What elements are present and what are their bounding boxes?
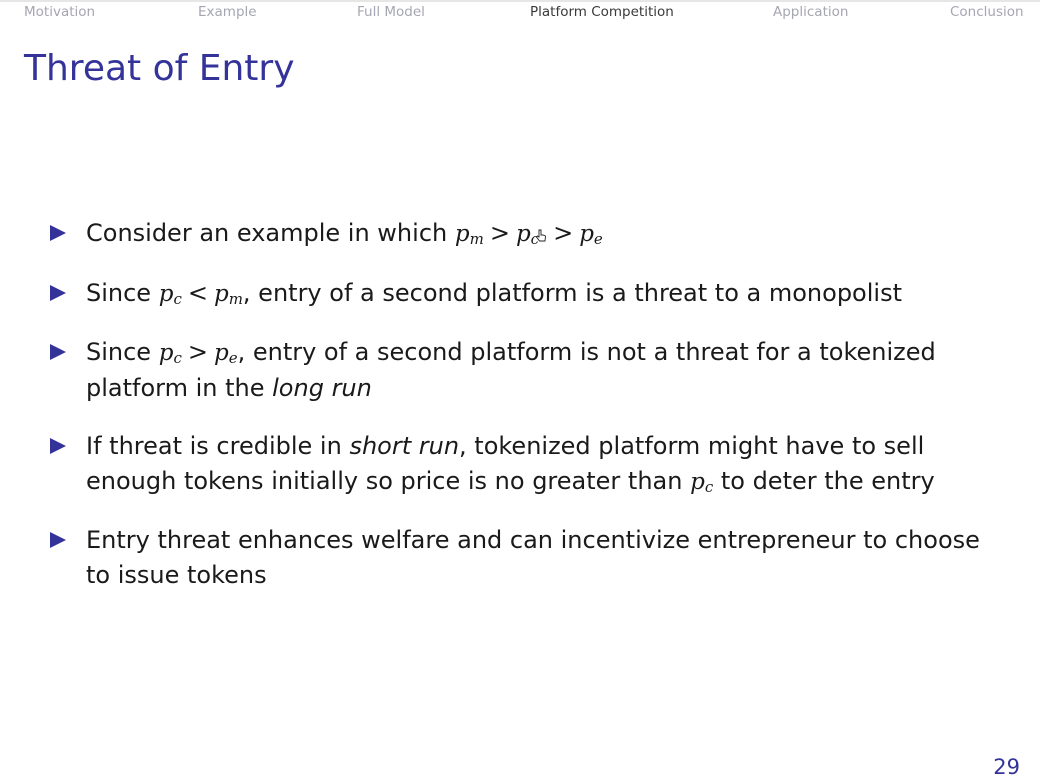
bullet-text: Since $p_c > p_e$, entry of a second platform is not a threat for a tokenized — [86, 338, 936, 367]
top-divider — [0, 0, 1040, 2]
bullet-item — [48, 335, 988, 405]
triangle-bullet-icon — [50, 344, 66, 360]
nav-item-application[interactable]: Application — [773, 4, 849, 20]
nav-item-motivation[interactable]: Motivation — [24, 4, 96, 20]
bullet-text: Entry threat enhances welfare and can incentivize entrepreneur to choose — [86, 526, 980, 554]
triangle-bullet-icon — [50, 285, 66, 301]
nav-item-conclusion[interactable]: Conclusion — [950, 4, 1024, 20]
bullet-text-line2: to issue tokens — [86, 560, 267, 589]
bullet-text: Consider an example in which $p_m > p_c > p_e$ — [86, 219, 603, 248]
bullet-list — [48, 216, 988, 616]
bullet-text-line2: enough tokens initially so price is no greater than $p_c$ to deter the entry — [86, 466, 935, 496]
bullet-text-line2: platform in the long run — [86, 373, 372, 402]
bullet-text: If threat is credible in short run, tokenized platform might have to sell — [86, 432, 925, 460]
bullet-item — [48, 429, 988, 499]
triangle-bullet-icon — [50, 225, 66, 241]
bullet-text: Since $p_c < p_m$, entry of a second platform is a threat to a monopolist — [86, 278, 902, 308]
nav-item-full-model[interactable]: Full Model — [357, 4, 425, 20]
bullet-item — [48, 523, 988, 592]
bullet-item — [48, 276, 988, 312]
nav-item-platform-competition[interactable]: Platform Competition — [530, 4, 674, 20]
hand-cursor-icon — [535, 229, 547, 243]
triangle-bullet-icon — [50, 438, 66, 454]
bullet-item — [48, 216, 988, 252]
page-number: 29 — [993, 755, 1020, 779]
nav-item-example[interactable]: Example — [198, 4, 257, 20]
section-navigation — [0, 4, 1040, 22]
slide-title: Threat of Entry — [24, 48, 295, 89]
triangle-bullet-icon — [50, 532, 66, 548]
